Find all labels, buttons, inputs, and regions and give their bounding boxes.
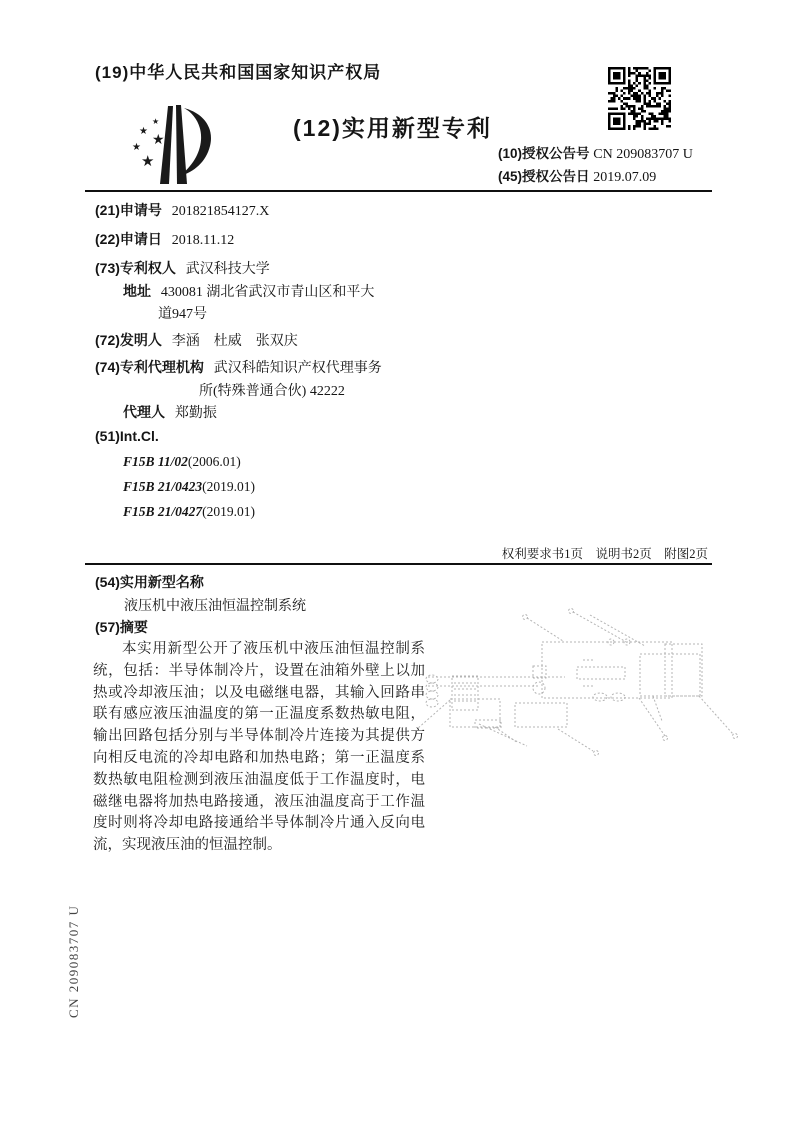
intcl-row	[95, 428, 159, 444]
intcl-date: (2006.01)	[187, 454, 241, 469]
address-value-line1: 430081 湖北省武汉市青山区和平大	[160, 285, 375, 300]
pub-date-label: (45)授权公告日	[498, 169, 590, 184]
inventors-value: 李涵 杜威 张双庆	[171, 334, 298, 349]
pub-date-value: 2019.07.09	[593, 170, 657, 185]
application-date-label: (22)申请日	[95, 231, 162, 247]
header-divider	[85, 190, 712, 192]
agent-label: 代理人	[123, 404, 165, 420]
pub-number-value: CN 209083707 U	[593, 147, 693, 162]
logo-star-icon: ★	[152, 117, 160, 126]
patentee-value: 武汉科技大学	[185, 262, 270, 277]
side-publication-code: CN 209083707 U	[66, 904, 81, 1018]
inventors-row	[95, 330, 298, 350]
qr-code	[608, 67, 671, 130]
patentee-row	[95, 258, 270, 278]
intcl-code: F15B 11/02	[123, 454, 188, 469]
cnipa-logo	[108, 96, 223, 192]
intcl-entry	[123, 503, 255, 520]
address-value-line2: 道947号	[158, 307, 207, 322]
agency-value-line2: 所(特殊普通合伙) 42222	[199, 384, 345, 399]
pages-summary: 权利要求书1页 说明书2页 附图2页	[501, 547, 708, 561]
logo-star-icon: ★	[139, 126, 148, 137]
logo-star-icon: ★	[141, 153, 155, 170]
qr-code-graphic	[608, 67, 671, 130]
logo-star-icon: ★	[152, 131, 165, 147]
publication-info	[498, 143, 693, 189]
intcl-code: F15B 21/0427	[123, 504, 203, 519]
address-row-continued	[152, 303, 207, 323]
abstract-section-label: (57)摘要	[95, 619, 148, 635]
intcl-entry	[123, 478, 255, 495]
logo-star-icon: ★	[132, 142, 141, 153]
address-label: 地址	[123, 283, 151, 299]
intcl-entry	[123, 453, 241, 470]
cnipa-logo-graphic	[108, 96, 223, 192]
agency-value-line1: 武汉科皓知识产权代理事务	[213, 361, 382, 376]
address-row	[123, 281, 374, 301]
abstract-text: 本实用新型公开了液压机中液压油恒温控制系统，包括：半导体制冷片，设置在油箱外壁上以加热或冷却液压油；以及电磁继电器，其输入回路串联有感应液压油温度的第一正温度系数热敏电阻，输出回路包括分别与半导体制冷片连接为其提供方向相反电流的冷却电路和加热电路；第一正温度系数热敏电阻检测到液压油温度低于工作温度时，电磁继电器将加热电路接通，液压油温度高于工作温度时则将冷却电路接通给半导体制冷片通入反向电流，实现液压油的恒温控制。	[93, 641, 425, 854]
inventors-label: (72)发明人	[95, 332, 162, 348]
issuing-office: (19)中华人民共和国国家知识产权局	[95, 63, 382, 82]
agency-row	[95, 357, 382, 377]
patentee-label: (73)专利权人	[95, 260, 176, 276]
intcl-date: (2019.01)	[202, 504, 256, 519]
doc-type-title: (12)实用新型专利	[293, 115, 492, 141]
intcl-code: F15B 21/0423	[123, 479, 203, 494]
pub-number-row	[498, 143, 693, 166]
application-date-value: 2018.11.12	[171, 233, 235, 248]
pub-number-label: (10)授权公告号	[498, 146, 590, 161]
biblio-divider	[85, 563, 712, 565]
invention-title: 液压机中液压油恒温控制系统	[124, 599, 306, 614]
intcl-label: (51)Int.Cl.	[95, 428, 159, 444]
agency-row-continued	[193, 380, 345, 400]
intcl-date: (2019.01)	[202, 479, 256, 494]
patent-figure	[415, 596, 763, 781]
patent-figure-graphic	[415, 596, 763, 781]
agent-row	[123, 402, 217, 422]
pub-date-row	[498, 166, 693, 189]
agent-value: 郑勤振	[174, 406, 217, 421]
application-date-row	[95, 229, 234, 249]
agency-label: (74)专利代理机构	[95, 359, 204, 375]
application-number-label: (21)申请号	[95, 202, 162, 218]
application-number-value: 201821854127.X	[171, 204, 270, 219]
application-number-row	[95, 200, 269, 220]
title-section-label: (54)实用新型名称	[95, 574, 204, 590]
